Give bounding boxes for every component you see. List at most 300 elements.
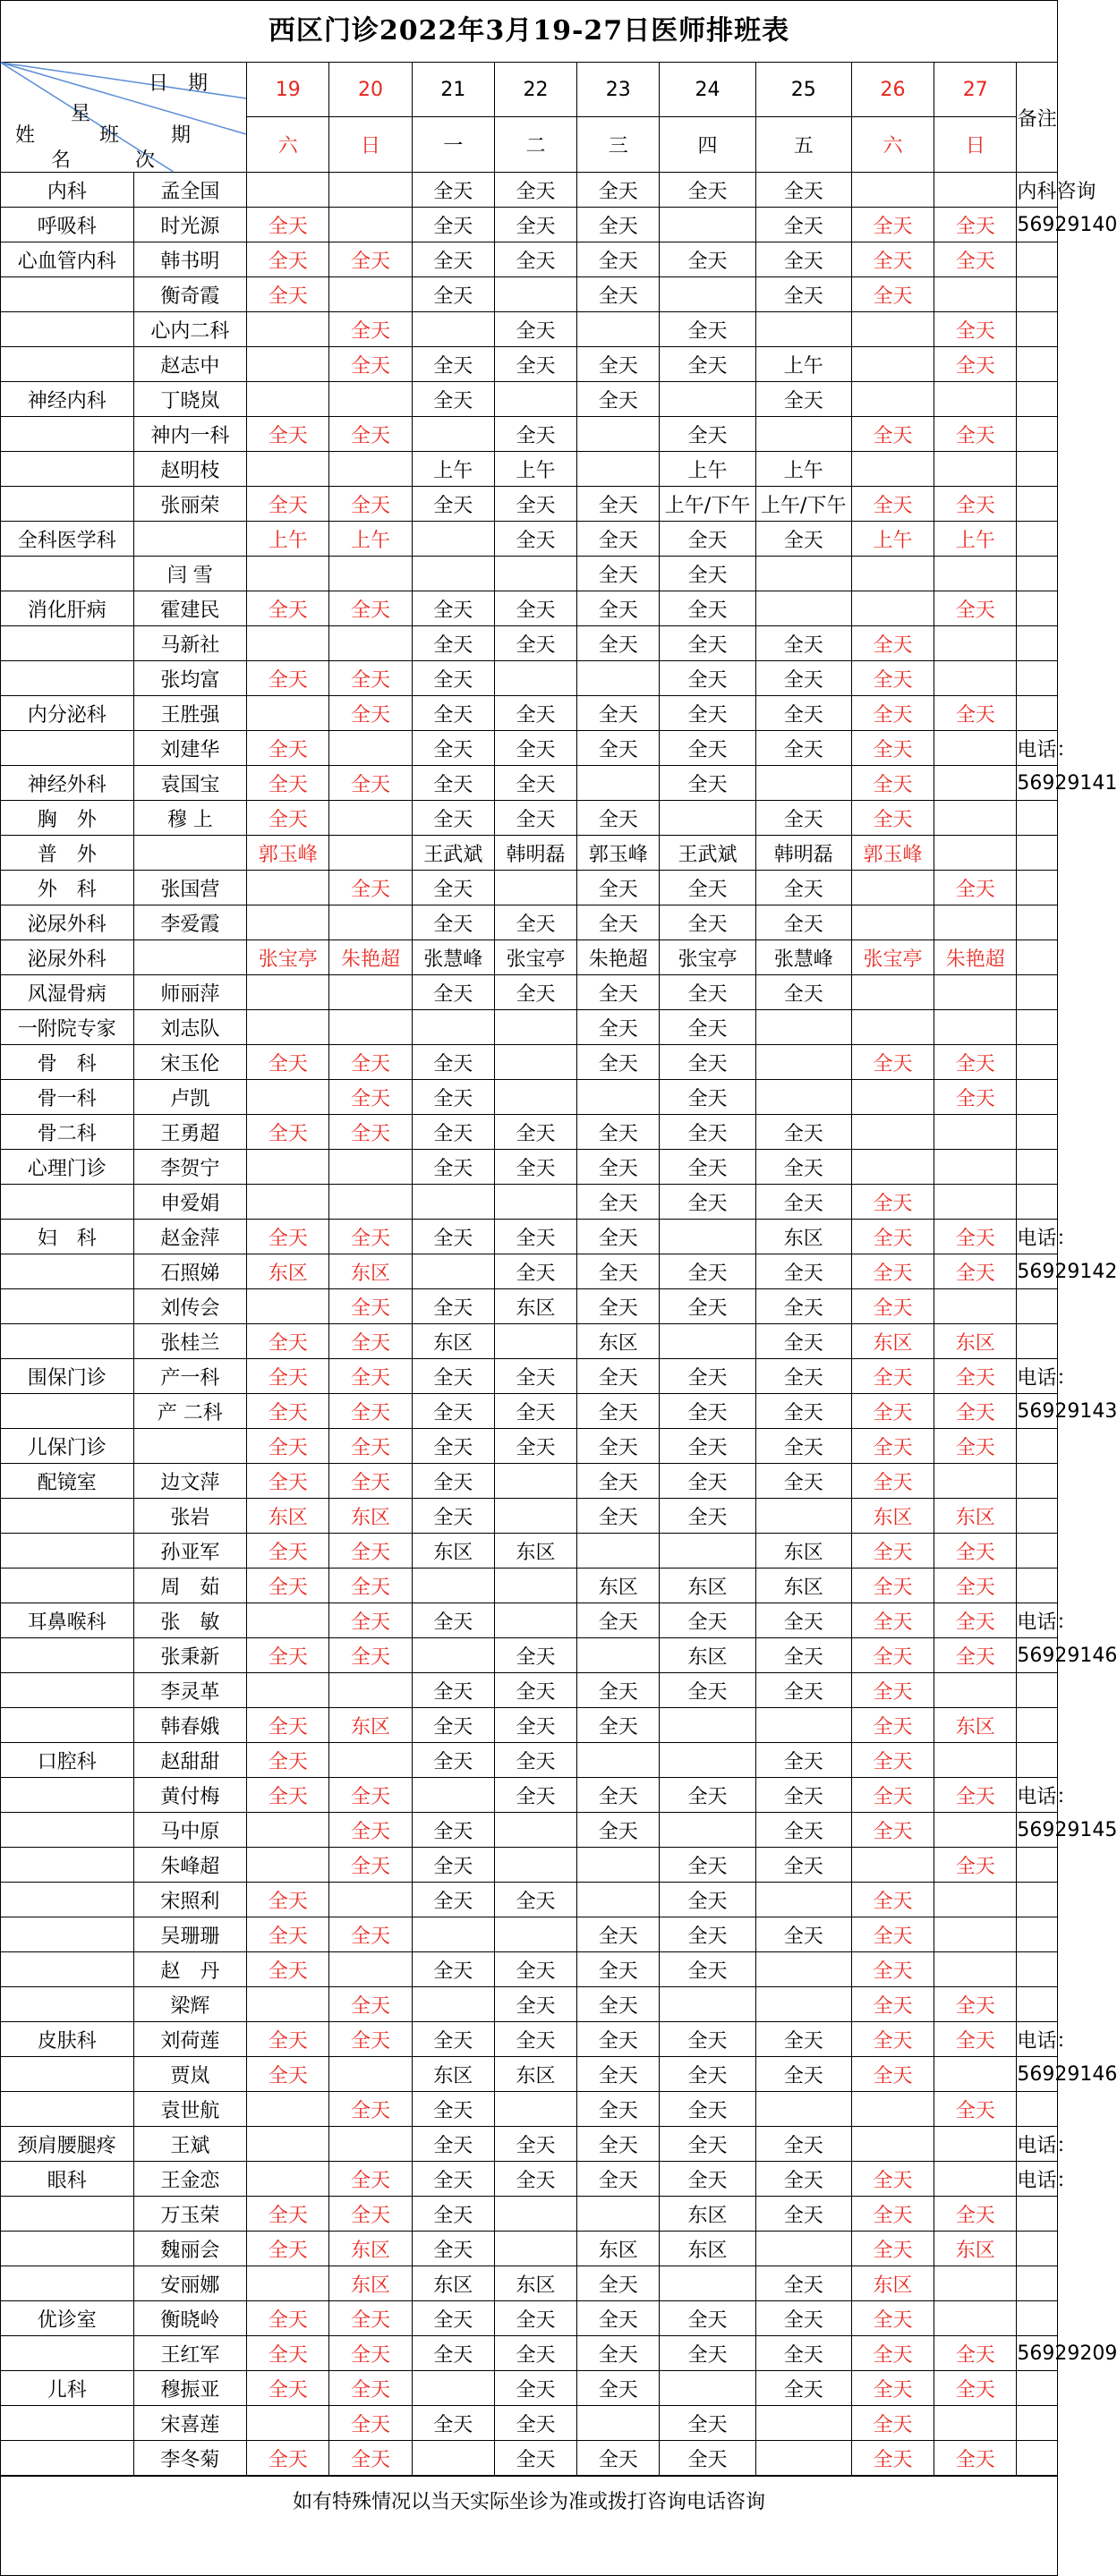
shift-cell: 全天: [247, 1115, 329, 1150]
shift-cell: 全天: [660, 1429, 755, 1464]
shift-cell: 全天: [329, 1220, 412, 1254]
shift-cell: [494, 1848, 576, 1883]
shift-cell: [934, 1289, 1017, 1324]
table-row: [1, 766, 1057, 801]
doctor-cell: 袁世航: [133, 2092, 247, 2127]
shift-cell: [494, 1499, 576, 1534]
shift-cell: 全天: [851, 2406, 934, 2441]
shift-cell: 全天: [660, 173, 755, 208]
table-row: [1, 242, 1057, 277]
shift-cell: 上午: [755, 452, 851, 487]
shift-cell: 全天: [247, 1464, 329, 1499]
department-cell: 眼科: [1, 2162, 133, 2197]
note-cell: [1017, 347, 1057, 382]
shift-cell: 东区: [755, 1220, 851, 1254]
shift-cell: [934, 1743, 1017, 1778]
shift-cell: 全天: [412, 731, 494, 766]
shift-cell: 全天: [660, 975, 755, 1010]
doctor-cell: 刘志队: [133, 1010, 247, 1045]
note-cell: [1017, 312, 1057, 347]
shift-cell: [851, 1080, 934, 1115]
shift-cell: 全天: [851, 1673, 934, 1708]
department-cell: 一附院专家: [1, 1010, 133, 1045]
department-cell: [1, 2266, 133, 2301]
table-row: [1, 1673, 1057, 1708]
shift-cell: [247, 1010, 329, 1045]
shift-cell: 全天: [660, 1673, 755, 1708]
table-row: [1, 1987, 1057, 2022]
shift-cell: [660, 208, 755, 242]
shift-cell: [412, 1638, 494, 1673]
shift-cell: [329, 1010, 412, 1045]
shift-cell: 全天: [494, 1115, 576, 1150]
doctor-cell: 时光源: [133, 208, 247, 242]
table-row: [1, 522, 1057, 557]
shift-cell: 全天: [494, 208, 576, 242]
shift-cell: 全天: [412, 2301, 494, 2336]
shift-cell: 全天: [247, 1952, 329, 1987]
shift-cell: 全天: [660, 1883, 755, 1917]
note-cell: [1017, 2301, 1057, 2336]
note-cell: 56929142: [1017, 1254, 1057, 1289]
shift-cell: 全天: [934, 591, 1017, 626]
shift-cell: 全天: [247, 1359, 329, 1394]
doctor-cell: 吴珊珊: [133, 1917, 247, 1952]
shift-cell: 全天: [660, 1185, 755, 1220]
doctor-cell: 卢凯: [133, 1080, 247, 1115]
note-cell: [1017, 1010, 1057, 1045]
note-cell: [1017, 1708, 1057, 1743]
department-cell: [1, 2057, 133, 2092]
shift-cell: 全天: [494, 2336, 576, 2371]
shift-cell: 朱艳超: [934, 940, 1017, 975]
shift-cell: 东区: [660, 2232, 755, 2266]
note-cell: [1017, 1987, 1057, 2022]
shift-cell: [934, 1464, 1017, 1499]
shift-cell: 东区: [660, 1569, 755, 1603]
table-row: [1, 1359, 1057, 1394]
note-cell: [1017, 242, 1057, 277]
shift-cell: 郭玉峰: [851, 836, 934, 871]
department-cell: [1, 1394, 133, 1429]
shift-cell: 全天: [660, 1464, 755, 1499]
note-cell: [1017, 836, 1057, 871]
department-cell: [1, 1883, 133, 1917]
schedule-table: [1, 63, 1117, 2476]
shift-cell: 全天: [755, 1638, 851, 1673]
department-cell: [1, 1185, 133, 1220]
shift-cell: [247, 1185, 329, 1220]
shift-cell: 全天: [494, 347, 576, 382]
shift-cell: 全天: [755, 1324, 851, 1359]
shift-cell: 全天: [851, 417, 934, 452]
shift-cell: [851, 452, 934, 487]
shift-cell: 全天: [494, 2022, 576, 2057]
shift-cell: 全天: [934, 871, 1017, 905]
table-row: [1, 661, 1057, 696]
note-cell: [1017, 1115, 1057, 1150]
doctor-cell: 李贺宁: [133, 1150, 247, 1185]
shift-cell: [851, 591, 934, 626]
shift-cell: 东区: [247, 1254, 329, 1289]
table-row: [1, 1115, 1057, 1150]
shift-cell: 全天: [851, 1638, 934, 1673]
shift-cell: 全天: [851, 1952, 934, 1987]
shift-cell: 全天: [494, 2441, 576, 2476]
department-cell: 胸 外: [1, 801, 133, 836]
shift-cell: 全天: [851, 1778, 934, 1813]
shift-cell: [660, 2266, 755, 2301]
note-cell: [1017, 522, 1057, 557]
shift-cell: 全天: [755, 2197, 851, 2232]
shift-cell: 全天: [494, 766, 576, 801]
note-cell: 电话：: [1017, 731, 1057, 766]
shift-cell: 全天: [851, 1220, 934, 1254]
shift-cell: 全天: [329, 242, 412, 277]
department-cell: [1, 277, 133, 312]
shift-cell: 全天: [412, 242, 494, 277]
shift-cell: 全天: [412, 696, 494, 731]
shift-cell: 全天: [660, 1394, 755, 1429]
shift-cell: [494, 1917, 576, 1952]
doctor-cell: 刘荷莲: [133, 2022, 247, 2057]
shift-cell: 全天: [660, 1603, 755, 1638]
shift-cell: [247, 1848, 329, 1883]
shift-cell: [934, 2127, 1017, 2162]
shift-cell: 全天: [755, 2266, 851, 2301]
table-row: [1, 1220, 1057, 1254]
shift-cell: 全天: [247, 1569, 329, 1603]
shift-cell: 全天: [247, 208, 329, 242]
department-cell: 心理门诊: [1, 1150, 133, 1185]
shift-cell: [412, 557, 494, 591]
shift-cell: 全天: [577, 626, 660, 661]
shift-cell: [247, 1987, 329, 2022]
department-cell: 儿保门诊: [1, 1429, 133, 1464]
shift-cell: 全天: [247, 2232, 329, 2266]
shift-cell: 全天: [247, 1429, 329, 1464]
shift-cell: [934, 626, 1017, 661]
shift-cell: [247, 2162, 329, 2197]
diagonal-lines: [1, 63, 246, 172]
header-weekday-6: 四: [660, 117, 755, 173]
table-row: [1, 1743, 1057, 1778]
shift-cell: 全天: [660, 1045, 755, 1080]
shift-cell: 全天: [247, 1534, 329, 1569]
shift-cell: 全天: [851, 2197, 934, 2232]
header-weekday-7: 五: [755, 117, 851, 173]
table-row: [1, 1010, 1057, 1045]
shift-cell: [494, 557, 576, 591]
department-cell: [1, 1848, 133, 1883]
shift-cell: 全天: [851, 1708, 934, 1743]
header-day-23: 23: [577, 63, 660, 117]
shift-cell: [934, 1813, 1017, 1848]
department-cell: [1, 2336, 133, 2371]
shift-cell: 全天: [412, 2232, 494, 2266]
shift-cell: 东区: [934, 1499, 1017, 1534]
shift-cell: [329, 1673, 412, 1708]
table-row: [1, 1045, 1057, 1080]
shift-cell: 张慧峰: [412, 940, 494, 975]
shift-cell: 全天: [412, 1220, 494, 1254]
shift-cell: [247, 696, 329, 731]
shift-cell: 东区: [494, 1289, 576, 1324]
shift-cell: 全天: [934, 487, 1017, 522]
shift-cell: [934, 2301, 1017, 2336]
shift-cell: 全天: [934, 696, 1017, 731]
shift-cell: 东区: [577, 1569, 660, 1603]
shift-cell: [660, 382, 755, 417]
table-row: [1, 1254, 1057, 1289]
shift-cell: 全天: [412, 1115, 494, 1150]
shift-cell: [934, 2162, 1017, 2197]
shift-cell: 全天: [755, 1813, 851, 1848]
shift-cell: 全天: [329, 312, 412, 347]
shift-cell: 全天: [494, 1220, 576, 1254]
shift-cell: 全天: [494, 487, 576, 522]
shift-cell: [755, 2232, 851, 2266]
shift-cell: 全天: [577, 871, 660, 905]
shift-cell: [329, 975, 412, 1010]
shift-cell: 全天: [577, 1359, 660, 1394]
doctor-cell: 周 茹: [133, 1569, 247, 1603]
shift-cell: 朱艳超: [577, 940, 660, 975]
shift-cell: 全天: [577, 2022, 660, 2057]
note-cell: [1017, 1743, 1057, 1778]
shift-cell: [494, 382, 576, 417]
shift-cell: 全天: [660, 871, 755, 905]
shift-cell: [851, 1848, 934, 1883]
shift-cell: 全天: [329, 766, 412, 801]
note-cell: [1017, 277, 1057, 312]
department-cell: [1, 1638, 133, 1673]
shift-cell: [329, 731, 412, 766]
shift-cell: [660, 1534, 755, 1569]
shift-cell: 全天: [577, 1115, 660, 1150]
table-row: [1, 173, 1057, 208]
shift-cell: 全天: [660, 2301, 755, 2336]
table-row: [1, 1394, 1057, 1429]
shift-cell: [494, 2092, 576, 2127]
shift-cell: 全天: [412, 661, 494, 696]
doctor-cell: 衡晓岭: [133, 2301, 247, 2336]
doctor-cell: 孙亚军: [133, 1534, 247, 1569]
shift-cell: 全天: [934, 1569, 1017, 1603]
shift-cell: 全天: [577, 1394, 660, 1429]
shift-cell: 全天: [660, 2406, 755, 2441]
shift-cell: 全天: [851, 487, 934, 522]
doctor-cell: 安丽娜: [133, 2266, 247, 2301]
shift-cell: [247, 1813, 329, 1848]
department-cell: [1, 626, 133, 661]
shift-cell: 东区: [934, 2232, 1017, 2266]
department-cell: 儿科: [1, 2371, 133, 2406]
table-row: [1, 940, 1057, 975]
shift-cell: 全天: [494, 975, 576, 1010]
note-cell: [1017, 975, 1057, 1010]
shift-cell: 全天: [329, 696, 412, 731]
shift-cell: [494, 1045, 576, 1080]
shift-cell: 全天: [494, 1708, 576, 1743]
shift-cell: 全天: [851, 1254, 934, 1289]
shift-cell: 东区: [494, 2057, 576, 2092]
department-cell: [1, 487, 133, 522]
shift-cell: 全天: [755, 1150, 851, 1185]
table-row: [1, 1883, 1057, 1917]
shift-cell: [577, 312, 660, 347]
shift-cell: [755, 1045, 851, 1080]
shift-cell: 张宝亭: [660, 940, 755, 975]
department-cell: [1, 1499, 133, 1534]
note-cell: [1017, 801, 1057, 836]
shift-cell: [577, 2406, 660, 2441]
doctor-cell: 穆 上: [133, 801, 247, 836]
shift-cell: 全天: [577, 975, 660, 1010]
doctor-cell: 贾岚: [133, 2057, 247, 2092]
department-cell: 神经外科: [1, 766, 133, 801]
shift-cell: [851, 905, 934, 940]
doctor-cell: 申爱娟: [133, 1185, 247, 1220]
shift-cell: 全天: [660, 1778, 755, 1813]
table-row: [1, 1638, 1057, 1673]
note-cell: 电话：: [1017, 1220, 1057, 1254]
table-row: [1, 801, 1057, 836]
shift-cell: 全天: [412, 208, 494, 242]
note-cell: [1017, 2092, 1057, 2127]
department-cell: 围保门诊: [1, 1359, 133, 1394]
shift-cell: [329, 557, 412, 591]
note-cell: [1017, 2441, 1057, 2476]
department-cell: 泌尿外科: [1, 905, 133, 940]
shift-cell: 全天: [934, 347, 1017, 382]
shift-cell: 全天: [329, 347, 412, 382]
shift-cell: [247, 871, 329, 905]
shift-cell: [934, 801, 1017, 836]
shift-cell: 全天: [660, 2441, 755, 2476]
doctor-cell: 王勇超: [133, 1115, 247, 1150]
doctor-cell: 石照娣: [133, 1254, 247, 1289]
department-cell: [1, 731, 133, 766]
shift-cell: 全天: [755, 905, 851, 940]
shift-cell: 全天: [329, 591, 412, 626]
doctor-cell: 产 二科: [133, 1394, 247, 1429]
table-row: [1, 208, 1057, 242]
shift-cell: [247, 1603, 329, 1638]
shift-cell: 全天: [934, 1429, 1017, 1464]
shift-cell: 张宝亭: [494, 940, 576, 975]
shift-cell: 全天: [660, 1952, 755, 1987]
shift-cell: 全天: [755, 1848, 851, 1883]
note-cell: 电话：: [1017, 2127, 1057, 2162]
shift-cell: 全天: [660, 417, 755, 452]
shift-cell: [934, 975, 1017, 1010]
shift-cell: 全天: [247, 1778, 329, 1813]
shift-cell: 全天: [247, 1708, 329, 1743]
table-row: [1, 1324, 1057, 1359]
shift-cell: 全天: [660, 2057, 755, 2092]
header-notes: 备注: [1017, 63, 1057, 173]
table-row: [1, 1185, 1057, 1220]
shift-cell: [494, 1603, 576, 1638]
shift-cell: 东区: [412, 1534, 494, 1569]
shift-cell: 全天: [329, 1429, 412, 1464]
shift-cell: 全天: [934, 2441, 1017, 2476]
department-cell: 外 科: [1, 871, 133, 905]
shift-cell: 全天: [851, 731, 934, 766]
shift-cell: 全天: [247, 1220, 329, 1254]
shift-cell: [660, 1708, 755, 1743]
table-row: [1, 975, 1057, 1010]
shift-cell: [412, 1185, 494, 1220]
shift-cell: 全天: [247, 1394, 329, 1429]
department-cell: 神经内科: [1, 382, 133, 417]
note-cell: [1017, 1464, 1057, 1499]
table-row: [1, 452, 1057, 487]
table-row: [1, 696, 1057, 731]
shift-cell: 全天: [934, 208, 1017, 242]
table-row: [1, 871, 1057, 905]
shift-cell: 全天: [934, 1603, 1017, 1638]
shift-cell: 全天: [851, 242, 934, 277]
shift-cell: 全天: [412, 1883, 494, 1917]
shift-cell: [329, 382, 412, 417]
table-row: [1, 2301, 1057, 2336]
header-weekday-8: 六: [851, 117, 934, 173]
header-weekday-2: 日: [329, 117, 412, 173]
shift-cell: 全天: [247, 591, 329, 626]
shift-cell: 全天: [577, 1778, 660, 1813]
table-row: [1, 1569, 1057, 1603]
department-cell: [1, 1813, 133, 1848]
doctor-cell: 黄付梅: [133, 1778, 247, 1813]
shift-cell: 东区: [494, 2266, 576, 2301]
doctor-cell: 丁晓岚: [133, 382, 247, 417]
shift-cell: [412, 1569, 494, 1603]
shift-cell: 全天: [247, 766, 329, 801]
shift-cell: 全天: [577, 905, 660, 940]
shift-cell: [247, 626, 329, 661]
shift-cell: 全天: [412, 173, 494, 208]
shift-cell: 全天: [660, 522, 755, 557]
shift-cell: [660, 1324, 755, 1359]
doctor-cell: 张桂兰: [133, 1324, 247, 1359]
note-cell: [1017, 871, 1057, 905]
shift-cell: 全天: [934, 2197, 1017, 2232]
shift-cell: 全天: [577, 522, 660, 557]
shift-cell: [329, 1743, 412, 1778]
department-cell: [1, 2406, 133, 2441]
shift-cell: [934, 452, 1017, 487]
header-label-date: 日 期: [149, 72, 209, 95]
doctor-cell: 边文萍: [133, 1464, 247, 1499]
header-day-20: 20: [329, 63, 412, 117]
shift-cell: 全天: [851, 766, 934, 801]
header-weekday-4: 二: [494, 117, 576, 173]
doctor-cell: 梁辉: [133, 1987, 247, 2022]
shift-cell: 全天: [755, 242, 851, 277]
table-row: [1, 1289, 1057, 1324]
shift-cell: [412, 1987, 494, 2022]
note-cell: [1017, 1534, 1057, 1569]
shift-cell: [412, 522, 494, 557]
page-title: 西区门诊2022年3月19-27日医师排班表: [1, 1, 1057, 63]
shift-cell: 全天: [851, 626, 934, 661]
shift-cell: 全天: [755, 1603, 851, 1638]
shift-cell: [755, 1987, 851, 2022]
doctor-cell: [133, 940, 247, 975]
table-row: [1, 557, 1057, 591]
